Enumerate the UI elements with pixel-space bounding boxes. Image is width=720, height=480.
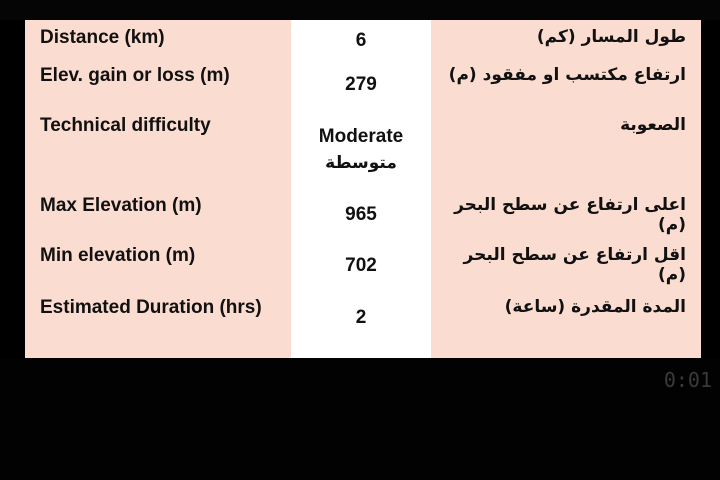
row-label-difficulty: Technical difficulty [40,115,211,136]
value-text: 2 [355,307,367,328]
row-label-elevation-gain: Elev. gain or loss (m) [40,65,230,86]
row-value-difficulty [291,108,431,188]
row-label-distance: Distance (km) [40,27,165,48]
value-text: 965 [345,204,377,225]
row-label-ar-max-elevation: اعلى ارتفاع عن سطح البحر (م) [454,195,686,235]
top-border [0,0,720,20]
value-text: 702 [345,255,377,276]
row-label-ar-min-elevation: اقل ارتفاع عن سطح البحر (م) [463,245,686,285]
row-value-distance [291,20,431,58]
row-label-min-elevation: Min elevation (m) [40,245,196,266]
row-value-min-elevation [291,238,431,290]
value-text: Moderate [318,126,404,147]
row-label-ar-distance: طول المسار (كم) [536,27,686,47]
value-text-ar: متوسطة [325,153,397,173]
row-label-max-elevation: Max Elevation (m) [40,195,202,216]
row-value-elevation-gain [291,58,431,108]
row-value-max-elevation [291,188,431,238]
value-text: 6 [355,30,367,51]
row-label-ar-difficulty: الصعوبة [620,115,686,135]
timecode: 0:01 [663,368,712,392]
dark-footer [0,358,720,480]
value-text: 279 [345,74,377,95]
row-label-ar-duration: المدة المقدرة (ساعة) [504,297,686,317]
trail-info-table [25,20,701,358]
row-label-duration: Estimated Duration (hrs) [40,297,262,318]
row-label-ar-elevation-gain: ارتفاع مكتسب او مفقود (م) [448,65,686,85]
row-value-duration [291,290,431,342]
